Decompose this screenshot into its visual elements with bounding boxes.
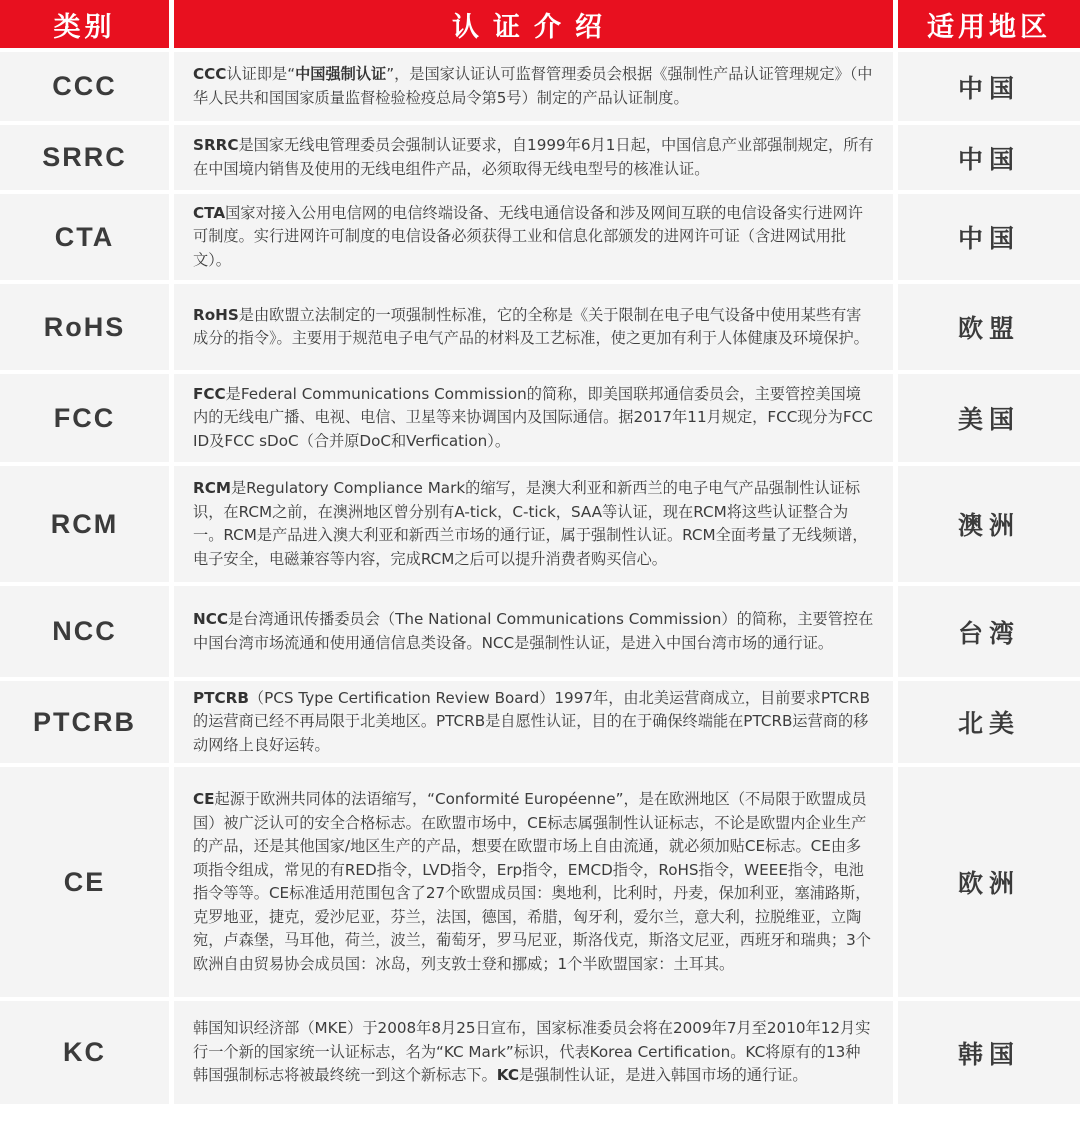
intro-segment: 起源于欧洲共同体的法语缩写，“Conformité Européenne”，是在欧洲地区（不局限于欧盟成员国）被广泛认可的安全合格标志。在欧盟市场中，CE标志属强制性认证标志，不论是欧盟内企业生产的产品，还是其他国家/地区生产的产品，想要在欧盟市场上自由流通，就必须加贴CE标志。CE由多项指令组成，常见的有RED指令，LVD指令，Erp指令，EMCD指令，RoHS指令，WEEE指令，电池指令等等。CE标准适用范围包含了27个欧盟成员国：奥地利，比利时，丹麦，保加利亚，塞浦路斯，克罗地亚，捷克，爱沙尼亚，芬兰，法国，德国，希腊，匈牙利，爱尔兰，意大利，拉脱维亚，立陶宛，卢森堡，马耳他，荷兰，波兰，葡萄牙，罗马尼亚，斯洛伐克，斯洛文尼亚，西班牙和瑞典；3个欧洲自由贸易协会成员国：冰岛，列支敦士登和挪威；1个半欧盟国家：土耳其。	[193, 790, 871, 973]
intro-segment: 是强制性认证，是进入韩国市场的通行证。	[518, 1066, 808, 1085]
intro-bold-segment: CCC	[193, 65, 227, 83]
table-row-category	[0, 582, 169, 677]
category-label: CTA	[54, 221, 115, 252]
intro-text	[193, 687, 875, 758]
intro-segment: 国家对接入公用电信网的电信终端设备、无线电通信设备和涉及网间互联的电信设备实行进网许可制度。实行进网许可制度的电信设备必须获得工业和信息化部颁发的进网许可证（含进网试用批文）。	[193, 203, 863, 269]
table-row-intro	[174, 462, 893, 582]
category-label: SRRC	[42, 142, 127, 172]
table-row-intro	[174, 48, 893, 121]
category-label: RCM	[50, 508, 119, 539]
table-row-region	[898, 48, 1080, 121]
category-label: CE	[63, 866, 106, 897]
table-row-region	[898, 121, 1080, 190]
table-row-category	[0, 48, 169, 121]
intro-bold-segment: PTCRB	[193, 688, 249, 707]
table-row-region	[898, 280, 1080, 370]
region-label: 中国	[957, 73, 1020, 103]
table-row-category	[0, 280, 169, 370]
table-row-region	[898, 370, 1080, 462]
intro-bold-segment: CTA	[193, 203, 226, 222]
intro-segment: 是Regulatory Compliance Mark的缩写，是澳大利亚和新西兰的电子电气产品强制性认证标识，在RCM之前，在澳洲地区曾分别有A-tick，C-tick，SAA等认证，现在RCM将这些认证整合为一。RCM是产品进入澳大利亚和新西兰市场的通行证，属于强制性认证。RCM全面考量了无线频谱，电子安全，电磁兼容等内容，完成RCM之后可以提升消费者购买信心。	[193, 479, 868, 568]
region-label: 中国	[957, 144, 1020, 174]
intro-segment: 韩国知识经济部（MKE）于2008年8月25日宣布，国家标准委员会将在2009年7月至2010年12月实行一个新的国家统一认证标志，名为“KC Mark”标识，代表Korea Certification。KC将原有的13种韩国强制标志将被最终统一到这个新标志下。	[193, 1019, 871, 1085]
intro-bold-segment: CE	[193, 790, 215, 808]
intro-bold-segment: 中国强制认证	[295, 65, 387, 83]
intro-segment: 是台湾通讯传播委员会（The National Communications Commission）的简称，主要管控在中国台湾市场流通和使用通信信息类设备。NCC是强制性认证，是进入中国台湾市场的通行证。	[193, 610, 874, 652]
intro-bold-segment: SRRC	[193, 136, 239, 154]
intro-segment: 是国家无线电管理委员会强制认证要求，自1999年6月1日起，中国信息产业部强制规定，所有在中国境内销售及使用的无线电组件产品，必须取得无线电型号的核准认证。	[193, 136, 874, 178]
header-intro: 认证介绍	[174, 0, 893, 48]
intro-text	[193, 63, 875, 110]
table-row-region	[898, 582, 1080, 677]
table-row-category	[0, 121, 169, 190]
table-row-category	[0, 677, 169, 763]
intro-segment: 是由欧盟立法制定的一项强制性标准，它的全称是《关于限制在电子电气设备中使用某些有害成分的指令》。主要用于规范电子电气产品的材料及工艺标准，使之更加有利于人体健康及环境保护。	[193, 305, 869, 347]
table-row-category	[0, 763, 169, 997]
table-row-category	[0, 370, 169, 462]
intro-segment: 是Federal Communications Commission的简称，即美国联邦通信委员会，主要管控美国境内的无线电广播、电视、电信、卫星等来协调国内及国际通信。据2017年11月规定，FCC现分为FCC ID及FCC sDoC（合并原DoC和Verfication）。	[193, 384, 873, 450]
intro-text	[193, 202, 875, 273]
region-label: 美国	[957, 405, 1020, 434]
intro-text	[193, 788, 875, 976]
intro-bold-segment: RoHS	[193, 305, 239, 324]
table-row-category	[0, 997, 169, 1104]
region-label: 中国	[957, 224, 1020, 253]
category-label: PTCRB	[33, 706, 136, 737]
intro-text	[193, 134, 875, 181]
header-region: 适用地区	[898, 0, 1080, 48]
intro-text	[193, 304, 875, 351]
region-label: 欧洲	[957, 869, 1020, 898]
category-label: KC	[63, 1037, 106, 1067]
table-row-category	[0, 190, 169, 280]
intro-text	[193, 383, 875, 454]
intro-text	[193, 608, 875, 655]
intro-bold-segment: KC	[496, 1066, 519, 1085]
category-label: CCC	[52, 71, 117, 101]
intro-bold-segment: RCM	[193, 479, 231, 497]
table-row-region	[898, 190, 1080, 280]
intro-segment: ”，是国家认证认可监督管理委员会根据《强制性产品认证管理规定》（中华人民共和国国家质量监督检验检疫总局令第5号）制定的产品认证制度。	[193, 65, 873, 107]
table-row-intro	[174, 370, 893, 462]
intro-segment: （PCS Type Certification Review Board）1997年，由北美运营商成立，目前要求PTCRB的运营商已经不再局限于北美地区。PTCRB是自愿性认证，目的在于确保终端能在PTCRB运营商的移动网络上良好运转。	[193, 688, 870, 754]
table-row-region	[898, 677, 1080, 763]
table-row-intro	[174, 997, 893, 1104]
region-label: 韩国	[957, 1039, 1020, 1069]
table-row-intro	[174, 121, 893, 190]
header-category: 类别	[0, 0, 169, 48]
table-row-intro	[174, 677, 893, 763]
table-row-intro	[174, 582, 893, 677]
region-label: 台湾	[957, 618, 1020, 648]
region-label: 北美	[957, 709, 1020, 738]
category-label: NCC	[52, 616, 117, 646]
table-row-region	[898, 462, 1080, 582]
table-row-intro	[174, 763, 893, 997]
region-label: 欧盟	[957, 314, 1020, 343]
intro-bold-segment: NCC	[193, 610, 229, 628]
table-row-intro	[174, 190, 893, 280]
intro-text	[193, 1017, 875, 1088]
table-row-region	[898, 763, 1080, 997]
table-row-region	[898, 997, 1080, 1104]
category-label: FCC	[53, 402, 116, 433]
intro-text	[193, 477, 875, 571]
intro-bold-segment: FCC	[193, 384, 226, 403]
table-row-category	[0, 462, 169, 582]
region-label: 澳洲	[957, 511, 1020, 540]
table-row-intro	[174, 280, 893, 370]
category-label: RoHS	[43, 311, 126, 342]
intro-segment: 认证即是“	[226, 65, 296, 83]
